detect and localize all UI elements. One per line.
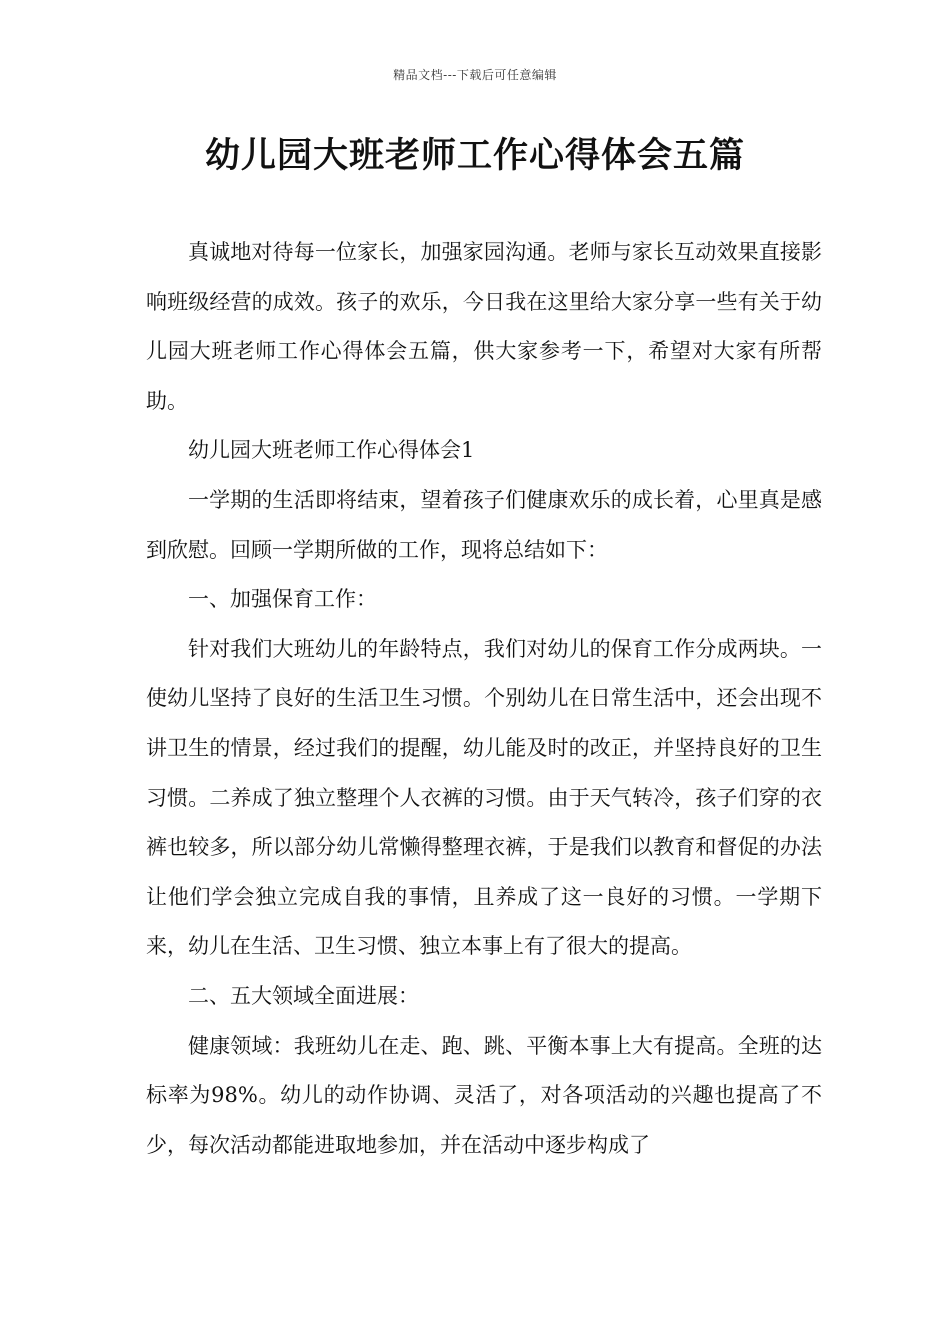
document-title: 幼儿园大班老师工作心得体会五篇 xyxy=(204,135,745,176)
intro-paragraph: 真诚地对待每一位家长，加强家园沟通。老师与家长互动效果直接影响班级经营的成效。孩子的欢乐，今日我在这里给大家分享一些有关于幼儿园大班老师工作心得体会五篇，供大家参考一下，希望对大家有所帮助。 xyxy=(146,240,822,413)
body-paragraph: 一学期的生活即将结束，望着孩子们健康欢乐的成长着，心里真是感到欣慰。回顾一学期所做的工作，现将总结如下： xyxy=(146,487,822,562)
body-paragraph: 针对我们大班幼儿的年龄特点，我们对幼儿的保育工作分成两块。一使幼儿坚持了良好的生活卫生习惯。个别幼儿在日常生活中，还会出现不讲卫生的情景，经过我们的提醒，幼儿能及时的改正，并坚持良好的卫生习惯。二养成了独立整理个人衣裤的习惯。由于天气转冷，孩子们穿的衣裤也较多，所以部分幼儿常懒得整理衣裤，于是我们以教育和督促的办法让他们学会独立完成自我的事情，且养成了这一良好的习惯。一学期下来，幼儿在生活、卫生习惯、独立本事上有了很大的提高。 xyxy=(146,636,822,959)
header-note: 精品文档---下载后可任意编辑 xyxy=(393,68,557,82)
subsection-heading: 二、五大领域全面进展： xyxy=(188,983,419,1008)
section-heading: 幼儿园大班老师工作心得体会1 xyxy=(188,438,475,463)
subsection-heading: 一、加强保育工作： xyxy=(188,587,377,612)
body-paragraph: 健康领域：我班幼儿在走、跑、跳、平衡本事上大有提高。全班的达标率为98%。幼儿的动作协调、灵活了，对各项活动的兴趣也提高了不少，每次活动都能进取地参加，并在活动中逐步构成了 xyxy=(146,1033,822,1157)
document-body xyxy=(146,228,822,1170)
